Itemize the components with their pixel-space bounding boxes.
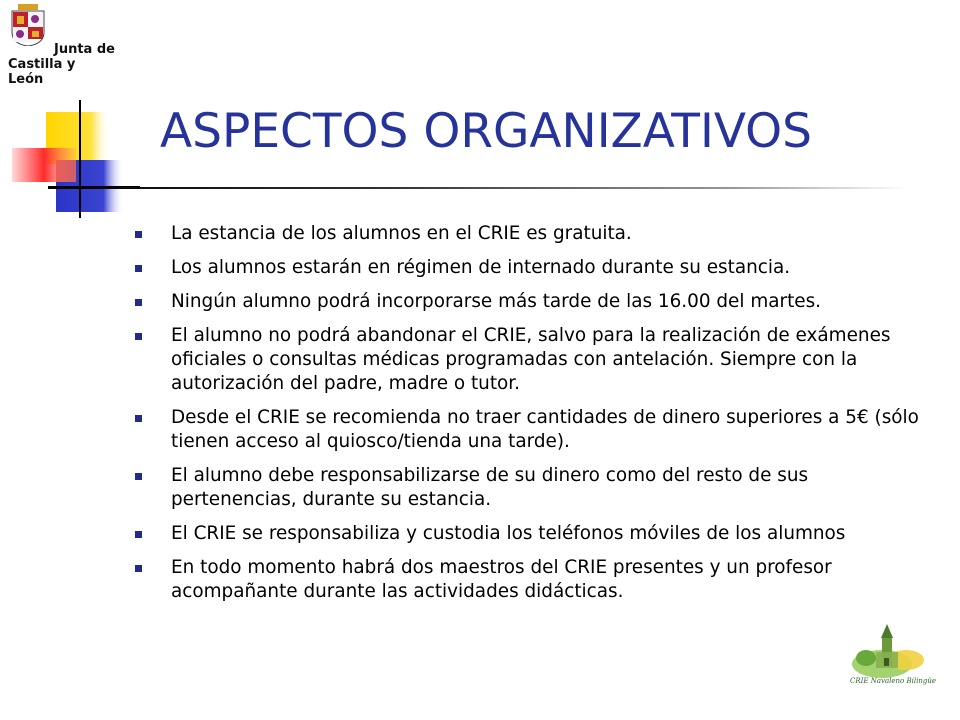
bullet-list (133, 222, 923, 614)
bullet-item (133, 324, 923, 396)
coat-of-arms-icon (8, 4, 48, 46)
square-bullet-icon (135, 415, 142, 422)
bullet-item (133, 522, 923, 546)
bullet-item (133, 406, 923, 454)
bullet-text: El CRIE se responsabiliza y custodia los teléfonos móviles de los alumnos (171, 523, 846, 544)
bullet-item (133, 556, 871, 604)
square-bullet-icon (135, 265, 142, 272)
bullet-text: El alumno debe responsabilizarse de su dinero como del resto de sus pertenencias, durante su estancia. (171, 465, 809, 510)
logo-text-line1: Junta de (54, 42, 115, 57)
bullet-text: Los alumnos estarán en régimen de internado durante su estancia. (171, 257, 791, 278)
square-bullet-icon (135, 473, 142, 480)
square-bullet-icon (135, 299, 142, 306)
square-bullet-icon (135, 531, 142, 538)
bullet-text: Ningún alumno podrá incorporarse más tarde de las 16.00 del martes. (171, 291, 822, 312)
decorative-squares (0, 100, 140, 220)
bullet-item (133, 464, 923, 512)
bullet-text: Desde el CRIE se recomienda no traer cantidades de dinero superiores a 5€ (sólo tienen acceso al quiosco/tienda una tarde). (171, 407, 919, 452)
slide-title: ASPECTOS ORGANIZATIVOS (160, 104, 812, 159)
square-bullet-icon (135, 231, 142, 238)
logo-text-line2: Castilla y León (8, 57, 76, 87)
bullet-text: El alumno no podrá abandonar el CRIE, salvo para la realización de exámenes oficiales o consultas médicas programadas con antelación. Siempre con la autorización del padre, madre o tutor. (171, 325, 891, 394)
junta-castilla-leon-logo (4, 4, 124, 87)
crie-logo-caption: CRIE Navaleno Bilingüe (850, 677, 936, 685)
logo-text (8, 42, 124, 87)
bullet-text: La estancia de los alumnos en el CRIE es gratuita. (171, 223, 632, 244)
bullet-item (133, 290, 923, 314)
square-bullet-icon (135, 565, 142, 572)
bullet-item (133, 222, 923, 246)
title-underline (48, 187, 908, 189)
bullet-item (133, 256, 923, 280)
square-bullet-icon (135, 333, 142, 340)
bullet-text: En todo momento habrá dos maestros del CRIE presentes y un profesor acompañante durante las actividades didácticas. (171, 557, 832, 602)
